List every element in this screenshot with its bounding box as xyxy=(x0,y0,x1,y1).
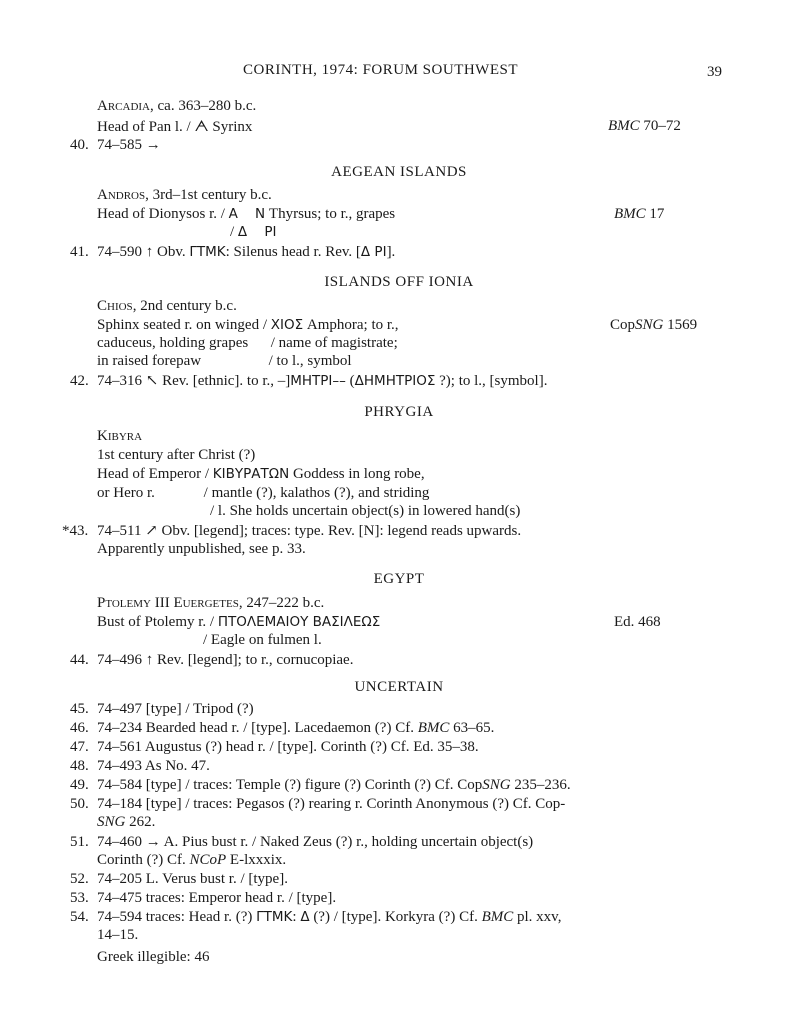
entry-part: : Silenus head r. Rev. [ xyxy=(225,244,361,260)
desc-text: Bust of Ptolemy r. / xyxy=(97,614,218,630)
entry-part: 235–236. xyxy=(510,777,571,793)
entry-part: ?); to l., [symbol]. xyxy=(435,373,548,389)
coin-description: in raised forepaw / to l., symbol xyxy=(97,353,352,369)
region-name: Arcadia xyxy=(97,98,151,114)
coin-description: caduceus, holding grapes / name of magistrate; xyxy=(97,335,398,351)
ref-italic: NCoP xyxy=(189,852,227,868)
entry-text xyxy=(97,719,494,737)
region-line xyxy=(97,97,256,115)
region-line xyxy=(97,297,237,315)
ref-text: 70–72 xyxy=(639,118,681,134)
desc-text: / xyxy=(230,224,238,240)
section-heading: AEGEAN ISLANDS xyxy=(331,164,467,180)
desc-text: Syrinx xyxy=(208,119,253,135)
entry-part: 63–65. xyxy=(449,720,495,736)
desc-text: Head of Pan l. / xyxy=(97,119,195,135)
desc-text: Head of Dionysos r. / xyxy=(97,206,229,222)
entry-text: 74–585 → xyxy=(97,137,161,153)
region-name: Andros xyxy=(97,187,146,203)
entry-part: 74–594 traces: Head r. (?) xyxy=(97,909,257,925)
coin-description xyxy=(97,465,425,483)
reference xyxy=(610,316,697,334)
entry-part: 74–316 ↖ Rev. [ethnic]. to r., –] xyxy=(97,373,291,389)
entry-part: pl. xxv, xyxy=(513,909,562,925)
entry-part: (?) / [type]. Korkyra (?) Cf. xyxy=(309,909,482,925)
footer-note: Greek illegible: 46 xyxy=(97,949,210,965)
coin-description xyxy=(97,613,380,631)
entry-text-cont xyxy=(97,813,155,831)
entry-number: *43. xyxy=(62,523,89,539)
ref-italic: SNG xyxy=(482,777,511,793)
greek-legend: ΠΤΟΛΕΜΑΙΟΥ ΒΑΣΙΛΕΩΣ xyxy=(217,614,381,630)
entry-part: 74–584 [type] / traces: Temple (?) figure (?) Corinth (?) Cf. Cop xyxy=(97,777,483,793)
entry-text-cont xyxy=(97,851,286,869)
greek-legend: ΚΙΒΥΡΑΤΩΝ xyxy=(212,466,290,482)
desc-text: Head of Emperor / xyxy=(97,466,213,482)
reference xyxy=(608,117,681,135)
ref-italic: SNG xyxy=(97,814,126,830)
ref-text: Cop xyxy=(610,317,636,333)
section-heading: PHRYGIA xyxy=(364,404,434,420)
entry-text: 74–496 ↑ Rev. [legend]; to r., cornucopiae. xyxy=(97,652,354,668)
reference xyxy=(614,205,664,223)
region-name: Ptolemy III Euergetes xyxy=(97,595,239,611)
greek-legend: Δ ΡΙ xyxy=(360,244,387,260)
section-heading: UNCERTAIN xyxy=(354,679,444,695)
entry-number: 50. xyxy=(70,796,89,812)
ref-text: 1569 xyxy=(663,317,698,333)
entry-number: 48. xyxy=(70,758,89,774)
entry-number: 51. xyxy=(70,834,89,850)
coin-description: / Eagle on fulmen l. xyxy=(203,632,322,648)
entry-number: 45. xyxy=(70,701,89,717)
entry-text: 74–460 → A. Pius bust r. / Naked Zeus (?) r., holding uncertain object(s) xyxy=(97,834,534,850)
greek-legend: Α Ν xyxy=(228,206,266,222)
entry-text: 74–497 [type] / Tripod (?) xyxy=(97,701,254,717)
greek-legend: ΜΗΤΡΙ–– xyxy=(290,373,346,389)
coin-description xyxy=(97,205,395,223)
entry-number: 47. xyxy=(70,739,89,755)
region-name: Kibyra xyxy=(97,428,143,444)
coin-description: or Hero r. / mantle (?), kalathos (?), and striding xyxy=(97,485,430,501)
entry-part: E-lxxxix. xyxy=(226,852,287,868)
region-name: Chios xyxy=(97,298,133,314)
section-heading: EGYPT xyxy=(373,571,425,587)
coin-description: / l. She holds uncertain object(s) in lowered hand(s) xyxy=(210,503,521,519)
greek-legend: ΧΙΟΣ xyxy=(270,317,304,333)
entry-text: 74–205 L. Verus bust r. / [type]. xyxy=(97,871,288,887)
entry-number: 49. xyxy=(70,777,89,793)
entry-part: ]. xyxy=(386,244,396,260)
greek-legend: ΓΤΜΚ xyxy=(189,244,226,260)
entry-part: : xyxy=(292,909,301,925)
reference: Ed. 468 xyxy=(614,614,661,630)
greek-legend: ΔΗΜΗΤΡΙΟΣ xyxy=(354,373,436,389)
ref-text: 17 xyxy=(645,206,665,222)
desc-text: Amphora; to r., xyxy=(303,317,399,333)
entry-part: 74–234 Bearded head r. / [type]. Lacedaemon (?) Cf. xyxy=(97,720,418,736)
entry-text: 74–184 [type] / traces: Pegasos (?) rearing r. Corinth Anonymous (?) Cf. Cop- xyxy=(97,796,566,812)
entry-text xyxy=(97,776,571,794)
ref-italic: SNG xyxy=(635,317,664,333)
desc-text: Goddess in long robe, xyxy=(289,466,425,482)
entry-number: 53. xyxy=(70,890,89,906)
entry-number: 52. xyxy=(70,871,89,887)
entry-text xyxy=(97,908,561,926)
entry-text: 74–493 As No. 47. xyxy=(97,758,210,774)
coin-description xyxy=(97,316,399,334)
region-line xyxy=(97,594,324,612)
region-date: , 2nd century b.c. xyxy=(132,298,237,314)
ref-italic: BMC xyxy=(417,720,450,736)
entry-number: 54. xyxy=(70,909,89,925)
desc-text: Sphinx seated r. on winged / xyxy=(97,317,271,333)
region-date: , 3rd–1st century b.c. xyxy=(145,187,272,203)
ref-italic: BMC xyxy=(608,118,640,134)
entry-part: 262. xyxy=(125,814,156,830)
entry-number: 40. xyxy=(70,137,89,153)
entry-part: 74–590 ↑ Obv. xyxy=(97,244,190,260)
entry-text xyxy=(97,243,395,261)
region-line xyxy=(97,186,272,204)
greek-legend: ΓΤΜΚ xyxy=(256,909,293,925)
coin-description: 1st century after Christ (?) xyxy=(97,447,256,463)
ref-italic: BMC xyxy=(481,909,514,925)
entry-text: 74–561 Augustus (?) head r. / [type]. Corinth (?) Cf. Ed. 35–38. xyxy=(97,739,479,755)
entry-text-cont: 14–15. xyxy=(97,927,139,943)
coin-description xyxy=(230,223,276,241)
entry-number: 41. xyxy=(70,244,89,260)
greek-legend: Δ xyxy=(300,909,310,925)
entry-text: 74–475 traces: Emperor head r. / [type]. xyxy=(97,890,337,906)
entry-number: 42. xyxy=(70,373,89,389)
desc-text: Thyrsus; to r., grapes xyxy=(265,206,396,222)
entry-number: 44. xyxy=(70,652,89,668)
monogram-icon: ᗅ xyxy=(194,117,209,135)
entry-note: Apparently unpublished, see p. 33. xyxy=(97,541,306,557)
entry-text: 74–511 ↗ Obv. [legend]; traces: type. Rev. [N]: legend reads upwards. xyxy=(97,523,522,539)
ref-italic: BMC xyxy=(614,206,646,222)
page-number: 39 xyxy=(707,64,722,80)
greek-legend: Δ ΡΙ xyxy=(237,224,277,240)
running-head-title: CORINTH, 1974: FORUM SOUTHWEST xyxy=(243,62,519,78)
region-date: , 247–222 b.c. xyxy=(238,595,325,611)
coin-description xyxy=(97,117,252,136)
entry-part: ( xyxy=(345,373,355,389)
region-date: , ca. 363–280 b.c. xyxy=(150,98,257,114)
entry-part: Corinth (?) Cf. xyxy=(97,852,190,868)
entry-text xyxy=(97,372,547,390)
entry-number: 46. xyxy=(70,720,89,736)
section-heading: ISLANDS OFF IONIA xyxy=(324,274,474,290)
